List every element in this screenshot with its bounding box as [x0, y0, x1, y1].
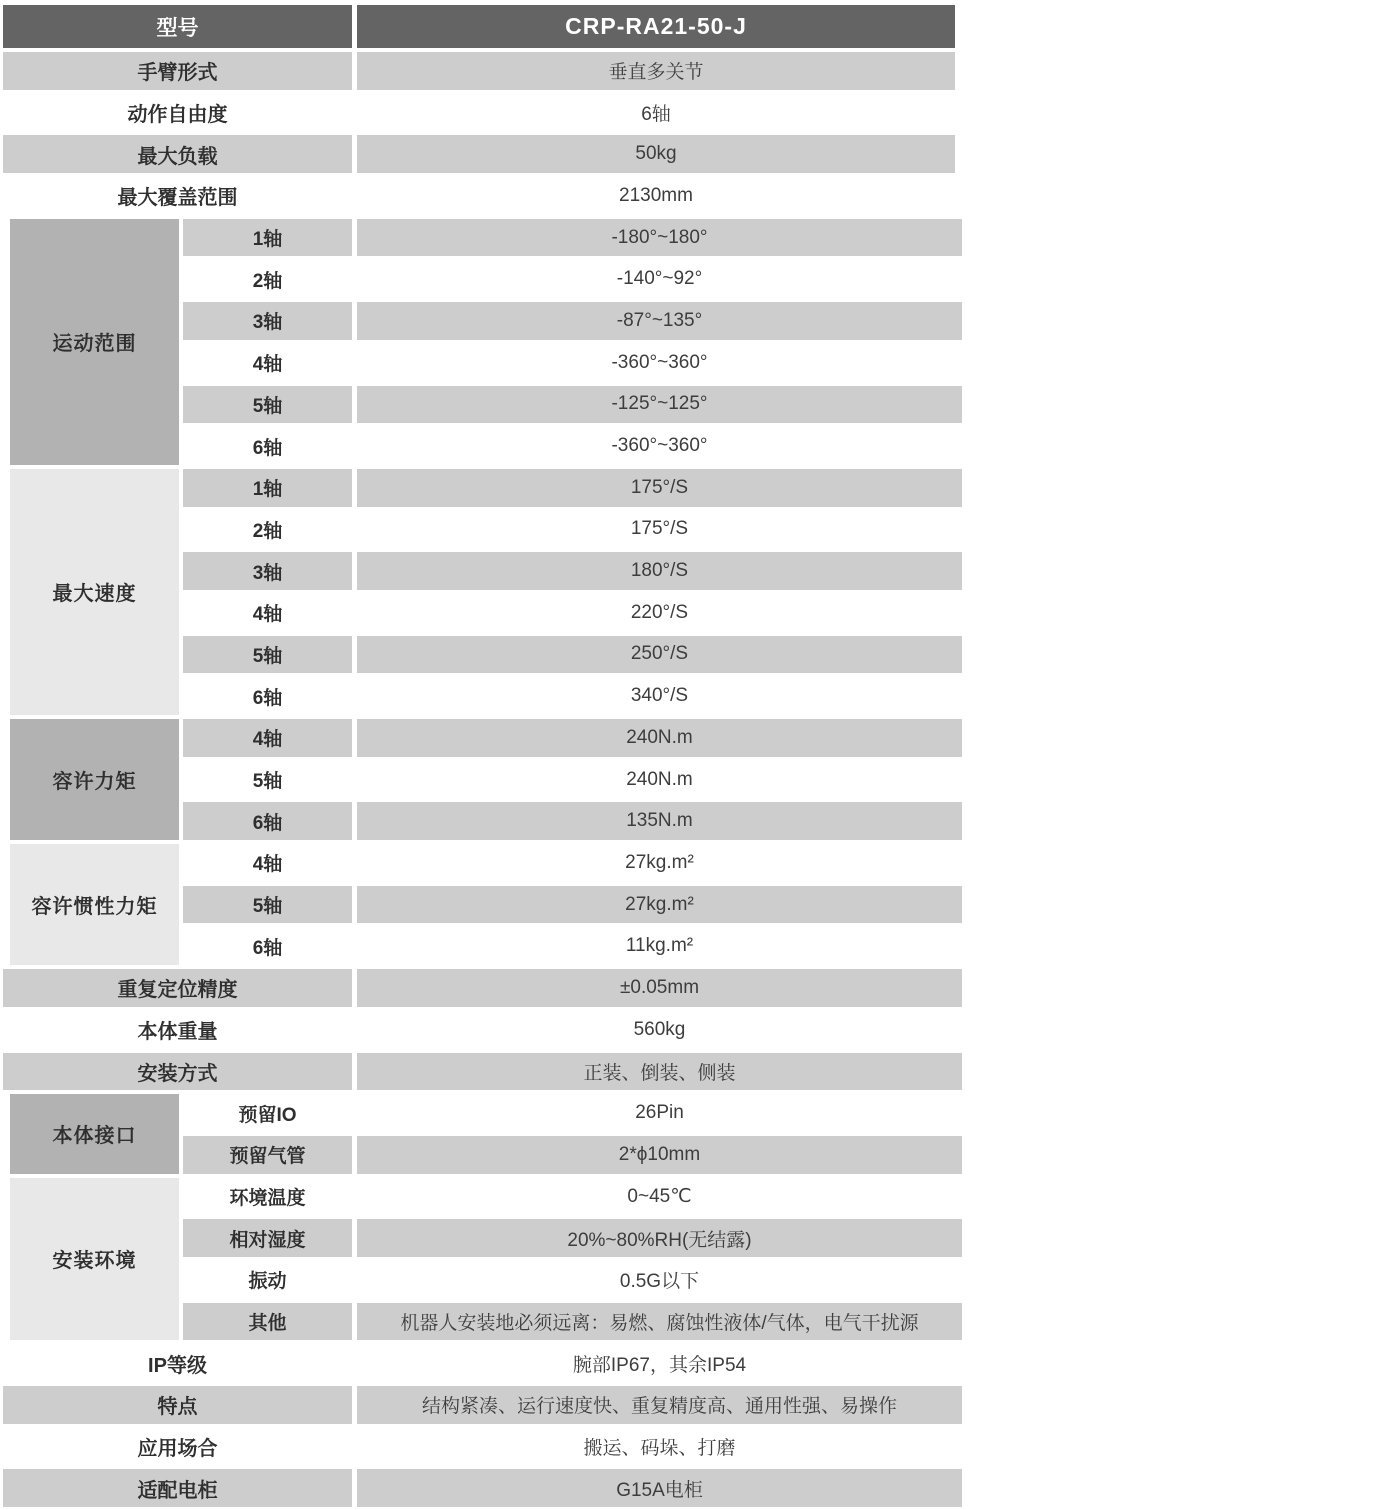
spec-label: IP等级	[3, 1344, 352, 1382]
spec-value: 腕部IP67，其余IP54	[357, 1344, 962, 1382]
spec-value: 20%~80%RH(无结露)	[357, 1219, 962, 1257]
spec-subrow	[183, 844, 962, 882]
axis-label: 4轴	[183, 719, 352, 757]
axis-label: 2轴	[183, 511, 352, 549]
spec-value: 175°/S	[357, 469, 962, 507]
spec-value: 机器人安装地必须远离：易燃、腐蚀性液体/气体，电气干扰源	[357, 1303, 962, 1341]
model-header-row	[3, 5, 962, 48]
spec-row-mounting	[3, 1053, 962, 1091]
spec-row-max-reach	[3, 177, 962, 215]
spec-subrow	[183, 219, 962, 257]
axis-label: 1轴	[183, 469, 352, 507]
spec-value: G15A电柜	[357, 1469, 962, 1507]
section-body-interface	[3, 1094, 962, 1173]
spec-value: -180°~180°	[357, 219, 962, 257]
axis-label: 5轴	[183, 636, 352, 674]
spec-subrow	[183, 1178, 962, 1216]
group-label: 容许力矩	[10, 719, 179, 840]
spec-row-body-weight	[3, 1011, 962, 1049]
spec-subrow	[183, 302, 962, 340]
spec-value: -87°~135°	[357, 302, 962, 340]
axis-label: 5轴	[183, 761, 352, 799]
axis-label: 6轴	[183, 802, 352, 840]
spec-subrow	[183, 1219, 962, 1257]
spec-value: 0~45℃	[357, 1178, 962, 1216]
section-rows	[183, 1094, 962, 1173]
spec-subrow	[183, 511, 962, 549]
group-label: 最大速度	[10, 469, 179, 715]
spec-value: 27kg.m²	[357, 886, 962, 924]
model-label: 型号	[3, 5, 352, 48]
section-rows	[183, 219, 962, 465]
group-label: 容许惯性力矩	[10, 844, 179, 965]
spec-value: 180°/S	[357, 552, 962, 590]
spec-subrow	[183, 1261, 962, 1299]
spec-subrow	[183, 552, 962, 590]
axis-label: 6轴	[183, 927, 352, 965]
group-label: 本体接口	[10, 1094, 179, 1173]
spec-subrow	[183, 802, 962, 840]
spec-subrow	[183, 1094, 962, 1132]
section-rows	[183, 469, 962, 715]
spec-subrow	[183, 636, 962, 674]
spec-value: -140°~92°	[357, 260, 962, 298]
axis-label: 3轴	[183, 302, 352, 340]
spec-value: 11kg.m²	[357, 927, 962, 965]
spec-value: -360°~360°	[357, 344, 962, 382]
spec-value: 0.5G以下	[357, 1261, 962, 1299]
axis-label: 5轴	[183, 386, 352, 424]
section-allowable-torque	[3, 719, 962, 840]
spec-value: 结构紧凑、运行速度快、重复精度高、通用性强、易操作	[357, 1386, 962, 1424]
spec-subrow	[183, 1136, 962, 1174]
sub-label: 相对湿度	[183, 1219, 352, 1257]
spec-table	[3, 5, 962, 1507]
sub-label: 振动	[183, 1261, 352, 1299]
spec-value: 正装、倒装、侧装	[357, 1053, 962, 1091]
spec-label: 适配电柜	[3, 1469, 352, 1507]
axis-label: 1轴	[183, 219, 352, 257]
spec-subrow	[183, 469, 962, 507]
spec-row-control-cabinet	[3, 1469, 962, 1507]
spec-subrow	[183, 427, 962, 465]
group-label: 运动范围	[10, 219, 179, 465]
spec-subrow	[183, 719, 962, 757]
spec-subrow	[183, 927, 962, 965]
spec-value: 2130mm	[357, 177, 955, 215]
axis-label: 6轴	[183, 427, 352, 465]
section-max-speed	[3, 469, 962, 715]
spec-row-max-payload	[3, 135, 962, 173]
section-rows	[183, 1178, 962, 1341]
sub-label: 其他	[183, 1303, 352, 1341]
spec-value: 垂直多关节	[357, 52, 955, 90]
spec-row-repeatability	[3, 969, 962, 1007]
spec-label: 最大覆盖范围	[3, 177, 352, 215]
spec-label: 本体重量	[3, 1011, 352, 1049]
spec-subrow	[183, 344, 962, 382]
spec-value: 250°/S	[357, 636, 962, 674]
spec-subrow	[183, 761, 962, 799]
spec-value: 27kg.m²	[357, 844, 962, 882]
spec-value: 50kg	[357, 135, 955, 173]
spec-label: 手臂形式	[3, 52, 352, 90]
spec-row-applications	[3, 1428, 962, 1466]
spec-subrow	[183, 886, 962, 924]
spec-subrow	[183, 594, 962, 632]
section-motion-range	[3, 219, 962, 465]
spec-label: 最大负载	[3, 135, 352, 173]
group-label: 安装环境	[10, 1178, 179, 1341]
spec-value: 26Pin	[357, 1094, 962, 1132]
spec-value: 240N.m	[357, 719, 962, 757]
sub-label: 环境温度	[183, 1178, 352, 1216]
spec-label: 动作自由度	[3, 94, 352, 132]
axis-label: 3轴	[183, 552, 352, 590]
spec-row-arm-form	[3, 52, 962, 90]
spec-value: -125°~125°	[357, 386, 962, 424]
spec-value: 135N.m	[357, 802, 962, 840]
spec-value: 搬运、码垛、打磨	[357, 1428, 962, 1466]
spec-subrow	[183, 260, 962, 298]
axis-label: 4轴	[183, 344, 352, 382]
axis-label: 5轴	[183, 886, 352, 924]
spec-row-dof	[3, 94, 962, 132]
spec-row-features	[3, 1386, 962, 1424]
spec-row-ip-rating	[3, 1344, 962, 1382]
spec-subrow	[183, 386, 962, 424]
spec-label: 重复定位精度	[3, 969, 352, 1007]
axis-label: 6轴	[183, 677, 352, 715]
spec-value: 240N.m	[357, 761, 962, 799]
spec-label: 应用场合	[3, 1428, 352, 1466]
spec-value: ±0.05mm	[357, 969, 962, 1007]
section-allowable-inertia	[3, 844, 962, 965]
spec-value: 175°/S	[357, 511, 962, 549]
spec-label: 特点	[3, 1386, 352, 1424]
spec-value: 340°/S	[357, 677, 962, 715]
spec-value: -360°~360°	[357, 427, 962, 465]
model-value: CRP-RA21-50-J	[357, 5, 955, 48]
sub-label: 预留气管	[183, 1136, 352, 1174]
spec-value: 220°/S	[357, 594, 962, 632]
sub-label: 预留IO	[183, 1094, 352, 1132]
spec-value: 6轴	[357, 94, 955, 132]
spec-subrow	[183, 1303, 962, 1341]
spec-subrow	[183, 677, 962, 715]
spec-label: 安装方式	[3, 1053, 352, 1091]
section-install-environment	[3, 1178, 962, 1341]
axis-label: 2轴	[183, 260, 352, 298]
section-rows	[183, 844, 962, 965]
section-rows	[183, 719, 962, 840]
axis-label: 4轴	[183, 594, 352, 632]
axis-label: 4轴	[183, 844, 352, 882]
spec-value: 560kg	[357, 1011, 962, 1049]
spec-value: 2*ϕ10mm	[357, 1136, 962, 1174]
